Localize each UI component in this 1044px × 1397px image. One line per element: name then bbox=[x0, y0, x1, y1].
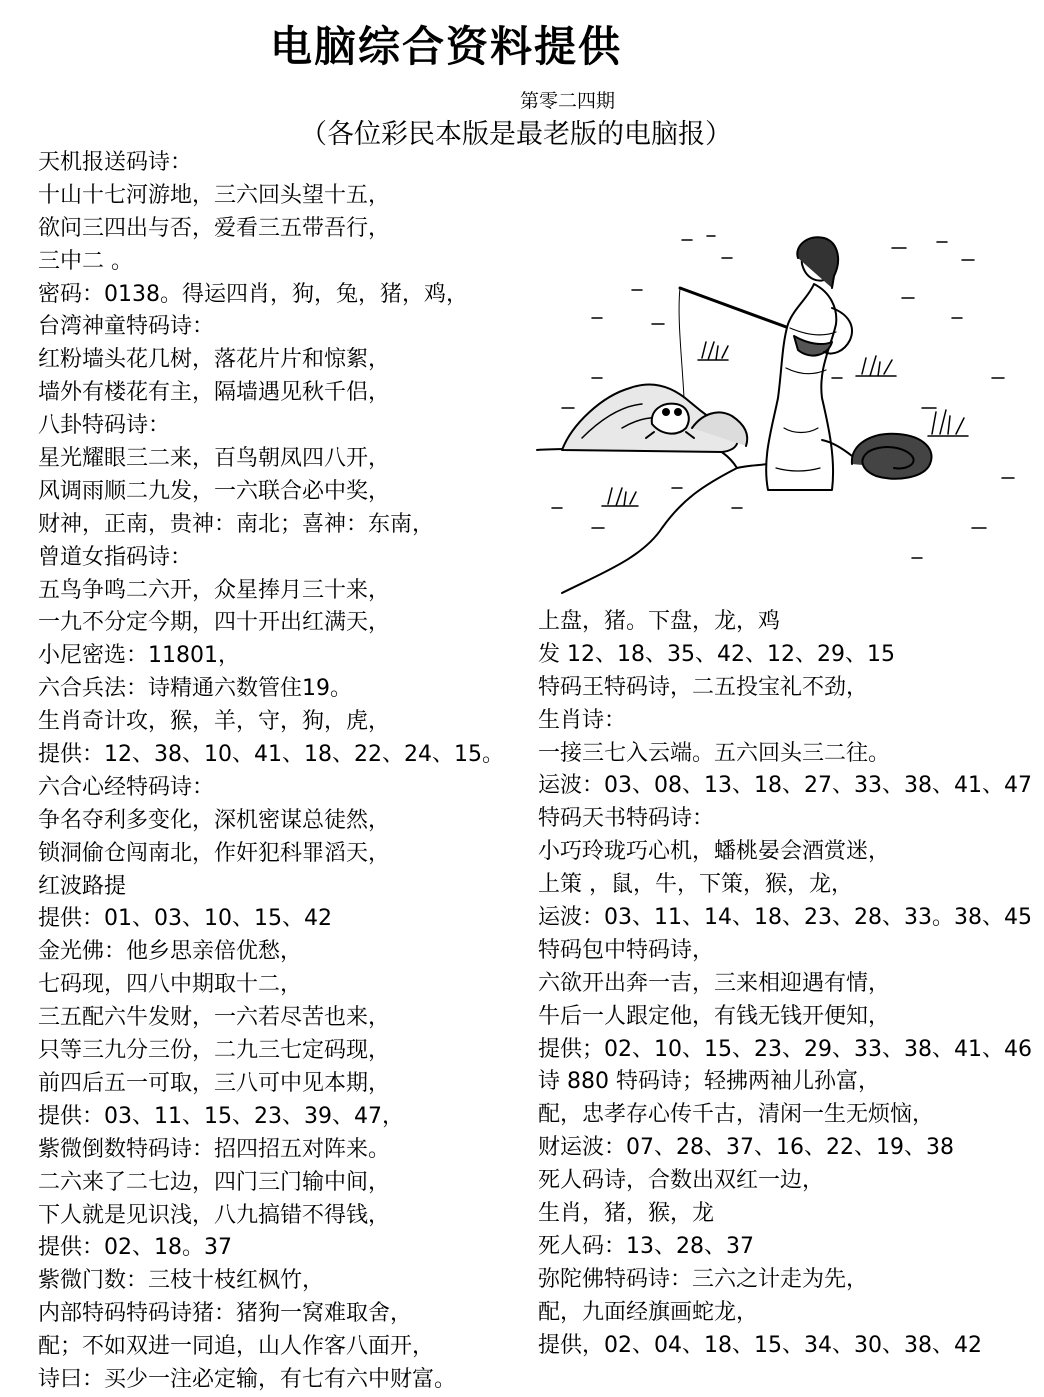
text-line: 发 12、18、35、42、12、29、15 bbox=[538, 641, 895, 667]
text-line: 二六来了二七边，四门三门输中间， bbox=[38, 1169, 391, 1195]
text-line: 紫微门数：三枝十枝红枫竹， bbox=[38, 1268, 325, 1294]
text-line: 五鸟争鸣二六开，众星捧月三十来， bbox=[38, 577, 391, 603]
text-line: 提供；02、10、15、23、29、33、38、41、46 bbox=[538, 1036, 1032, 1062]
text-line: 台湾神童特码诗： bbox=[38, 314, 215, 340]
issue-number: 第零二四期 bbox=[520, 90, 616, 112]
text-line: 一九不分定今期，四十开出红满天， bbox=[38, 610, 391, 636]
text-line: 诗 880 特码诗；轻拂两袖儿孙富， bbox=[538, 1069, 880, 1095]
text-line: 红粉墙头花几树，落花片片和惊絮， bbox=[38, 347, 391, 373]
text-line: 死人码诗，合数出双红一边， bbox=[538, 1168, 825, 1194]
text-line: 一接三七入云端。五六回头三二往。 bbox=[538, 740, 891, 766]
woman-fishing-illustration bbox=[532, 228, 1022, 600]
text-line: 特码王特码诗，二五投宝礼不劲， bbox=[538, 674, 869, 700]
text-line: 特码天书特码诗： bbox=[538, 806, 715, 832]
text-line: 三五配六牛发财，一六若尽苦也来， bbox=[38, 1005, 391, 1031]
text-line: 曾道女指码诗： bbox=[38, 544, 193, 570]
text-line: 特码包中特码诗， bbox=[538, 937, 715, 963]
text-line: 牛后一人跟定他，有钱无钱开便知， bbox=[538, 1003, 891, 1029]
text-line: 风调雨顺二九发，一六联合必中奖， bbox=[38, 478, 391, 504]
text-line: 锁洞偷仓闯南北，作奸犯科罪滔天， bbox=[38, 840, 391, 866]
page-title: 电脑综合资料提供 bbox=[270, 22, 623, 71]
text-line: 紫微倒数特码诗：招四招五对阵来。 bbox=[38, 1136, 391, 1162]
text-line: 前四后五一可取，三八可中见本期， bbox=[38, 1070, 391, 1096]
text-line: 运波：03、08、13、18、27、33、38、41、47 bbox=[538, 773, 1032, 799]
text-line: 六合兵法：诗精通六数管住19。 bbox=[38, 676, 352, 702]
text-line: 配；不如双进一同追，山人作客八面开， bbox=[38, 1334, 435, 1360]
text-line: 提供：12、38、10、41、18、22、24、15。 bbox=[38, 742, 504, 768]
text-line: 运波：03、11、14、18、23、28、33。38、45 bbox=[538, 905, 1032, 931]
text-line: 小尼密选：11801， bbox=[38, 643, 240, 669]
text-line: 六合心经特码诗： bbox=[38, 774, 215, 800]
text-line: 上盘，猪。下盘，龙，鸡 bbox=[538, 609, 781, 634]
text-line: 下人就是见识浅，八九搞错不得钱， bbox=[38, 1202, 391, 1228]
text-line: 星光耀眼三二来，百鸟朝凤四八开， bbox=[38, 446, 391, 472]
text-line: 密码：0138。得运四肖，狗，兔，猪，鸡， bbox=[38, 281, 468, 307]
text-line: 财运波：07、28、37、16、22、19、38 bbox=[538, 1135, 954, 1161]
text-line: 十山十七河游地，三六回头望十五， bbox=[38, 182, 391, 208]
left-column bbox=[38, 147, 508, 1397]
text-line: 红波路提 bbox=[38, 873, 127, 899]
text-line: 欲问三四出与否，爱看三五带吾行， bbox=[38, 215, 391, 241]
text-line: 提供，02、04、18、15、34、30、38、42 bbox=[538, 1332, 982, 1358]
text-line: 死人码：13、28、37 bbox=[538, 1233, 754, 1259]
text-line: 上策 ，鼠，牛，下策，猴，龙， bbox=[538, 872, 853, 898]
text-line: 财神，正南，贵神：南北；喜神：东南， bbox=[38, 511, 435, 537]
text-line: 八卦特码诗： bbox=[38, 413, 171, 439]
text-line: 墙外有楼花有主，隔墙遇见秋千侣， bbox=[38, 380, 391, 406]
text-line: 六欲开出奔一吉，三来相迎遇有情， bbox=[538, 970, 891, 996]
text-line: 天机报送码诗： bbox=[38, 150, 193, 175]
text-line: 生肖诗： bbox=[538, 707, 627, 733]
text-line: 提供：01、03、10、15、42 bbox=[38, 906, 332, 932]
text-line: 三中二 。 bbox=[38, 248, 133, 274]
text-line: 弥陀佛特码诗：三六之计走为先， bbox=[538, 1266, 869, 1292]
text-line: 争名夺利多变化，深机密谋总徒然， bbox=[38, 807, 391, 833]
text-line: 配，九面经旗画蛇龙， bbox=[538, 1299, 759, 1325]
text-line: 只等三九分三份，二九三七定码现， bbox=[38, 1038, 391, 1064]
text-line: 提供：02、18。37 bbox=[38, 1235, 232, 1261]
text-line: 小巧玲珑巧心机，蟠桃晏会酒赏迷， bbox=[538, 839, 891, 865]
text-line: 内部特码特码诗猪：猪狗一窝难取舍， bbox=[38, 1301, 413, 1327]
text-line: 诗曰：买少一注必定输，有七有六中财富。 bbox=[38, 1366, 457, 1392]
text-line: 提供：03、11、15、23、39、47， bbox=[38, 1103, 404, 1129]
text-line: 金光佛：他乡思亲倍优愁， bbox=[38, 939, 303, 965]
text-line: 生肖奇计攻，猴，羊，守，狗，虎， bbox=[38, 709, 391, 735]
text-line: 生肖，猪，猴，龙 bbox=[538, 1201, 715, 1227]
text-line: 配，忠孝存心传千古，清闲一生无烦恼， bbox=[538, 1102, 935, 1128]
right-column bbox=[538, 606, 1032, 1362]
text-line: 七码现，四八中期取十二， bbox=[38, 972, 303, 998]
page-subtitle: （各位彩民本版是最老版的电脑报） bbox=[300, 119, 732, 150]
